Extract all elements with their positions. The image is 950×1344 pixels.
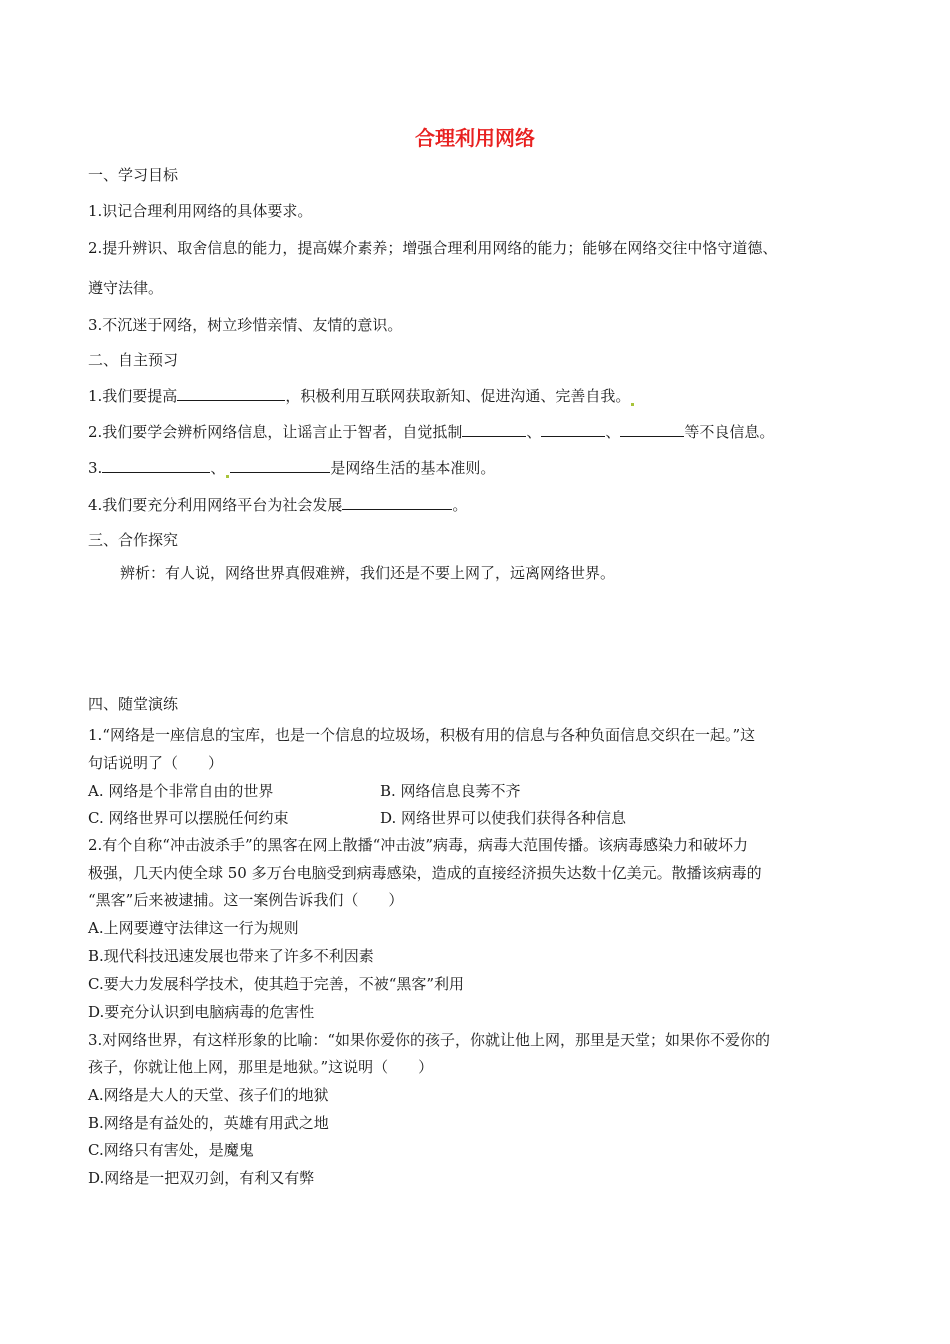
practice-q2-line-3: “黑客”后来被逮捕。这一案例告诉我们（ ） xyxy=(88,891,404,909)
answer-blank[interactable] xyxy=(102,458,210,473)
practice-q3-option-c[interactable]: C.网络只有害处，是魔鬼 xyxy=(88,1141,254,1159)
explore-prompt: 辨析：有人说，网络世界真假难辨，我们还是不要上网了，远离网络世界。 xyxy=(120,564,616,582)
section-heading-goals: 一、学习目标 xyxy=(88,166,179,184)
answer-blank[interactable] xyxy=(177,386,285,401)
marker-dot xyxy=(631,403,634,406)
goal-item-1: 1.识记合理利用网络的具体要求。 xyxy=(88,202,313,220)
practice-q1-option-d[interactable]: D. 网络世界可以使我们获得各种信息 xyxy=(380,809,627,827)
practice-q3-line-2: 孩子，你就让他上网，那里是地狱。”这说明（ ） xyxy=(88,1058,434,1076)
preview-q4-text-a: 4.我们要充分利用网络平台为社会发展 xyxy=(88,496,343,514)
preview-q3-text-b: 是网络生活的基本准则。 xyxy=(330,459,496,477)
practice-q3-line-1: 3.对网络世界，有这样形象的比喻：“如果你爱你的孩子，你就让他上网，那里是天堂；如果你不爱你的 xyxy=(88,1031,770,1049)
practice-q3-option-d[interactable]: D.网络是一把双刃剑，有利又有弊 xyxy=(88,1169,315,1187)
practice-q1-option-c[interactable]: C. 网络世界可以摆脱任何约束 xyxy=(88,809,289,827)
page-title: 合理利用网络 xyxy=(415,126,535,150)
preview-q4-text-b: 。 xyxy=(452,496,468,514)
preview-q3-text-a: 3. xyxy=(88,459,103,477)
separator: 、 xyxy=(210,459,226,477)
answer-blank[interactable] xyxy=(230,458,330,473)
goal-item-3: 3.不沉迷于网络，树立珍惜亲情、友情的意识。 xyxy=(88,316,403,334)
preview-question-3 xyxy=(88,457,495,478)
practice-q3-option-a[interactable]: A.网络是大人的天堂、孩子们的地狱 xyxy=(88,1086,329,1104)
separator: 、 xyxy=(605,423,621,441)
practice-q2-line-2: 极强，几天内使全球 50 多万台电脑受到病毒感染，造成的直接经济损失达数十亿美元。散播该病毒的 xyxy=(88,864,762,882)
preview-q2-text-a: 2.我们要学会辨析网络信息，让谣言止于智者，自觉抵制 xyxy=(88,423,463,441)
goal-item-2: 2.提升辨识、取舍信息的能力，提高媒介素养；增强合理利用网络的能力；能够在网络交往中恪守道德、 xyxy=(88,239,778,257)
preview-q1-text-a: 1.我们要提高 xyxy=(88,387,178,405)
practice-q2-option-d[interactable]: D.要充分认识到电脑病毒的危害性 xyxy=(88,1003,315,1021)
preview-question-1 xyxy=(88,385,635,406)
answer-blank[interactable] xyxy=(462,422,526,437)
practice-q3-option-b[interactable]: B.网络是有益处的，英雄有用武之地 xyxy=(88,1114,329,1132)
goal-item-2-cont: 遵守法律。 xyxy=(88,279,164,297)
answer-blank[interactable] xyxy=(620,422,684,437)
practice-q2-option-b[interactable]: B.现代科技迅速发展也带来了许多不利因素 xyxy=(88,947,374,965)
practice-q1-option-a[interactable]: A. 网络是个非常自由的世界 xyxy=(88,782,274,800)
answer-blank[interactable] xyxy=(342,495,452,510)
section-heading-explore: 三、合作探究 xyxy=(88,531,179,549)
practice-q2-option-c[interactable]: C.要大力发展科学技术，使其趋于完善，不被“黑客”利用 xyxy=(88,975,465,993)
answer-blank[interactable] xyxy=(541,422,605,437)
practice-q2-line-1: 2.有个自称“冲击波杀手”的黑客在网上散播“冲击波”病毒，病毒大范围传播。该病毒感染力和破坏力 xyxy=(88,836,748,854)
preview-q1-text-b: ，积极利用互联网获取新知、促进沟通、完善自我。 xyxy=(285,387,631,405)
section-heading-practice: 四、随堂演练 xyxy=(88,695,179,713)
practice-q1-line-1: 1.“网络是一座信息的宝库，也是一个信息的垃圾场，积极有用的信息与各种负面信息交织在一起。”这 xyxy=(88,726,756,744)
practice-q1-option-b[interactable]: B. 网络信息良莠不齐 xyxy=(380,782,521,800)
preview-question-4 xyxy=(88,494,467,515)
section-heading-preview: 二、自主预习 xyxy=(88,351,179,369)
practice-q1-line-2: 句话说明了（ ） xyxy=(88,754,224,772)
separator: 、 xyxy=(526,423,542,441)
preview-q2-text-b: 等不良信息。 xyxy=(684,423,775,441)
preview-question-2 xyxy=(88,421,774,442)
marker-dot xyxy=(226,475,229,478)
practice-q2-option-a[interactable]: A.上网要遵守法律这一行为规则 xyxy=(88,919,299,937)
